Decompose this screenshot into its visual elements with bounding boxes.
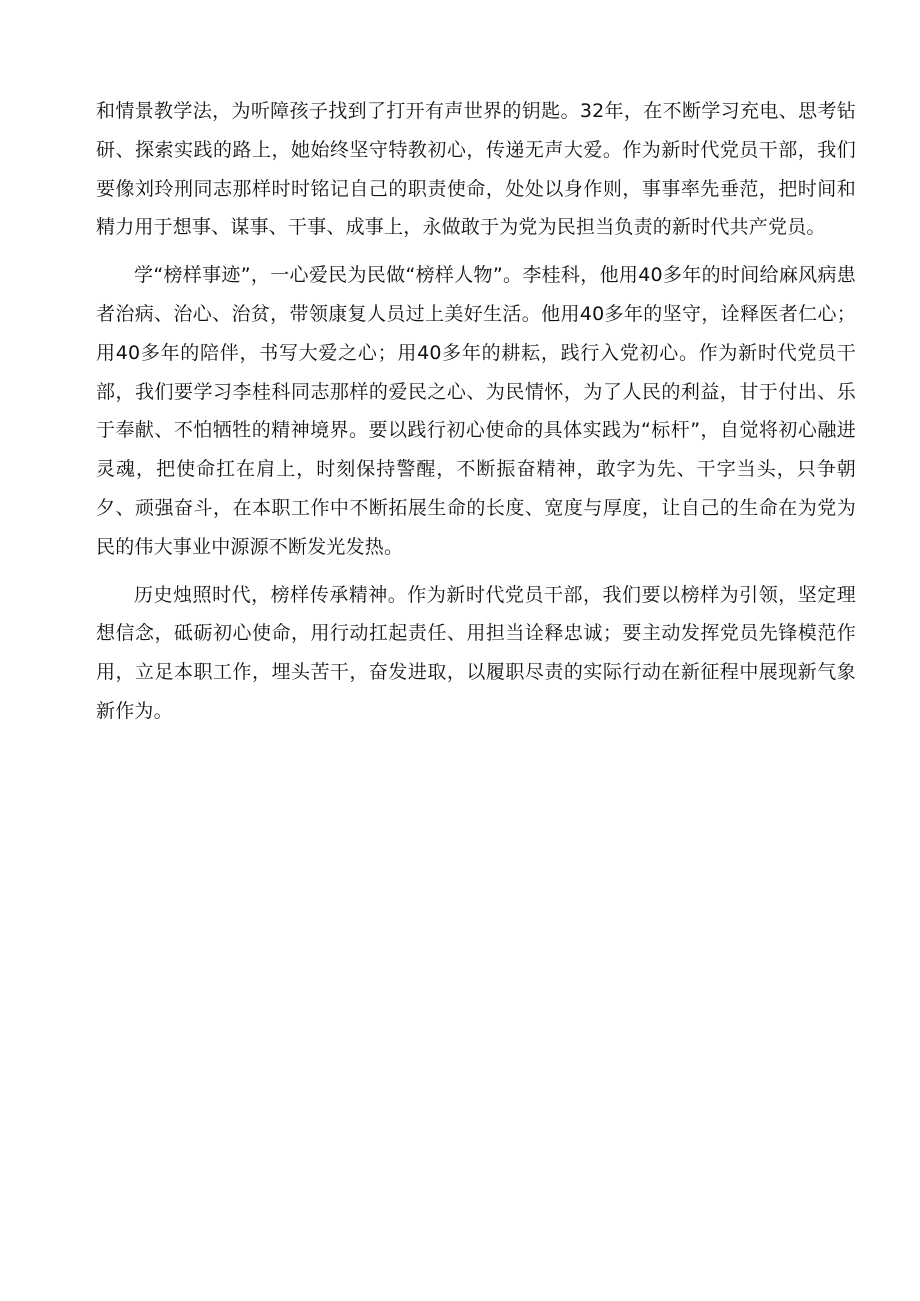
paragraph-conclusion: 历史烛照时代，榜样传承精神。作为新时代党员干部，我们要以榜样为引领，坚定理想信念，砥砺初心使命，用行动扛起责任、用担当诠释忠诚；要主动发挥党员先锋模范作用，立足本职工作，埋头苦干，奋发进取，以履职尽责的实际行动在新征程中展现新气象新作为。 [96,583,856,722]
paragraph-continuation: 和情景教学法，为听障孩子找到了打开有声世界的钥匙。32年，在不断学习充电、思考钻研、探索实践的路上，她始终坚守特教初心，传递无声大爱。作为新时代党员干部，我们要像刘玲刑同志那样时时铭记自己的职责使命，处处以身作则，事事率先垂范，把时间和精力用于想事、谋事、干事、成事上，永做敢于为党为民担当负责的新时代共产党员。 [96,100,856,239]
paragraph-role-model-deeds: 学“榜样事迹”，一心爱民为民做“榜样人物”。李桂科，他用40多年的时间给麻风病患者治病、治心、治贫，带领康复人员过上美好生活。他用40多年的坚守，诠释医者仁心；用40多年的陪伴，书写大爱之心；用40多年的耕耘，践行入党初心。作为新时代党员干部，我们要学习李桂科同志那样的爱民之心、为民情怀，为了人民的利益，甘于付出、乐于奉献、不怕牺牲的精神境界。要以践行初心使命的具体实践为“标杆”，自觉将初心融进灵魂，把使命扛在肩上，时刻保持警醒，不断振奋精神，敢字为先、干字当头，只争朝夕、顽强奋斗，在本职工作中不断拓展生命的长度、宽度与厚度，让自己的生命在为党为民的伟大事业中源源不断发光发热。 [96,264,856,558]
document-body [96,92,856,740]
